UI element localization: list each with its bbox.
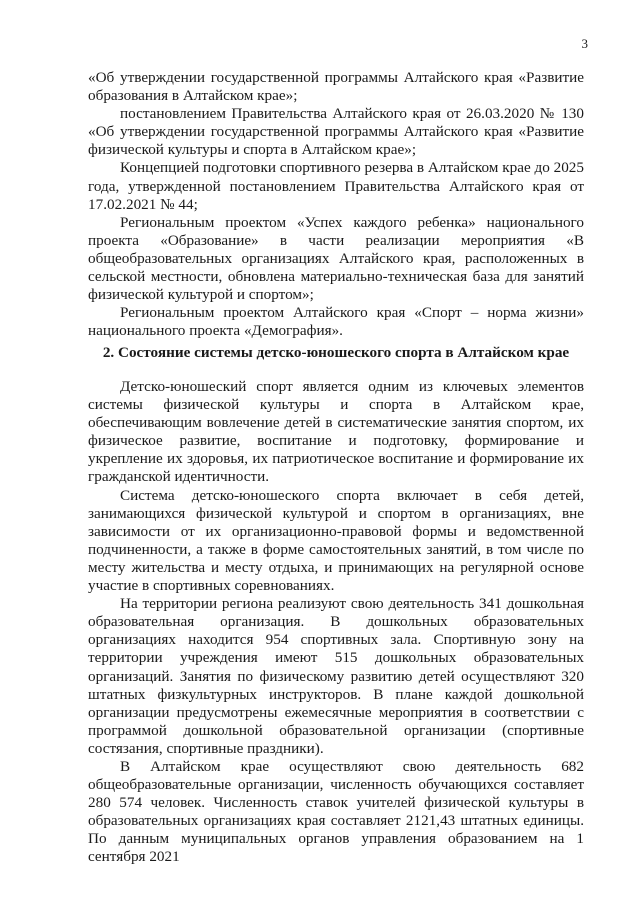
intro-paragraph: Региональным проектом «Успех каждого ребенка» национального проекта «Образование» в части реализации мероприятия «В общеобразовательных организациях Алтайского края, расположенных в сельской местности, обновлена материально-техническая база для занятий физической культурой и спортом»; [88, 213, 584, 304]
page-number: 3 [581, 36, 588, 51]
intro-paragraph: Концепцией подготовки спортивного резерва в Алтайском крае до 2025 года, утвержденной постановлением Правительства Алтайского края от 17.02.2021 № 44; [88, 159, 584, 213]
intro-paragraph: «Об утверждении государственной программы Алтайского края «Развитие образования в Алтайском крае»; [88, 69, 584, 105]
section-paragraph: На территории региона реализуют свою деятельность 341 дошкольная образовательная организация. В дошкольных образовательных организациях находится 954 спортивных зала. Спортивную зону на территории учреждения имеют 515 дошкольных образовательных организаций. Занятия по физическому развитию детей осуществляют 320 штатных физкультурных инструкторов. В плане каждой дошкольной организации предусмотрены ежемесячные мероприятия в соответствии с программой дошкольной образовательной организации (спортивные состязания, спортивные праздники). [88, 595, 584, 757]
section-paragraph: Детско-юношеский спорт является одним из ключевых элементов системы физической культуры и спорта в Алтайском крае, обеспечивающим вовлечение детей в систематические занятия спортом, их физическое развитие, воспитание и подготовку, формирование и укрепление их здоровья, их патриотическое воспитание и формирование их гражданской идентичности. [88, 378, 584, 486]
intro-paragraph: постановлением Правительства Алтайского края от 26.03.2020 № 130 «Об утверждении государственной программы Алтайского края «Развитие физической культуры и спорта в Алтайском крае»; [88, 105, 584, 159]
intro-paragraph: Региональным проектом Алтайского края «Спорт – норма жизни» национального проекта «Демография». [88, 304, 584, 340]
intro-text-block [88, 69, 584, 340]
section-paragraph: Система детско-юношеского спорта включает в себя детей, занимающихся физической культурой и спортом в организациях, вне зависимости от их организационно-правовой формы и ведомственной подчиненности, а также в форме самостоятельных занятий, в том числе по месту жительства и месту отдыха, и принимающих на регулярной основе участие в спортивных соревнованиях. [88, 486, 584, 595]
section-text-block [88, 378, 584, 867]
section-heading: 2. Состояние системы детско-юношеского спорта в Алтайском крае [102, 344, 570, 361]
section-paragraph: В Алтайском крае осуществляют свою деятельность 682 общеобразовательные организации, численность обучающихся составляет 280 574 человек. Численность ставок учителей физической культуры в образовательных организациях края составляет 2121,43 штатных единицы. По данным муниципальных органов управления образованием на 1 сентября 2021 [88, 757, 584, 866]
